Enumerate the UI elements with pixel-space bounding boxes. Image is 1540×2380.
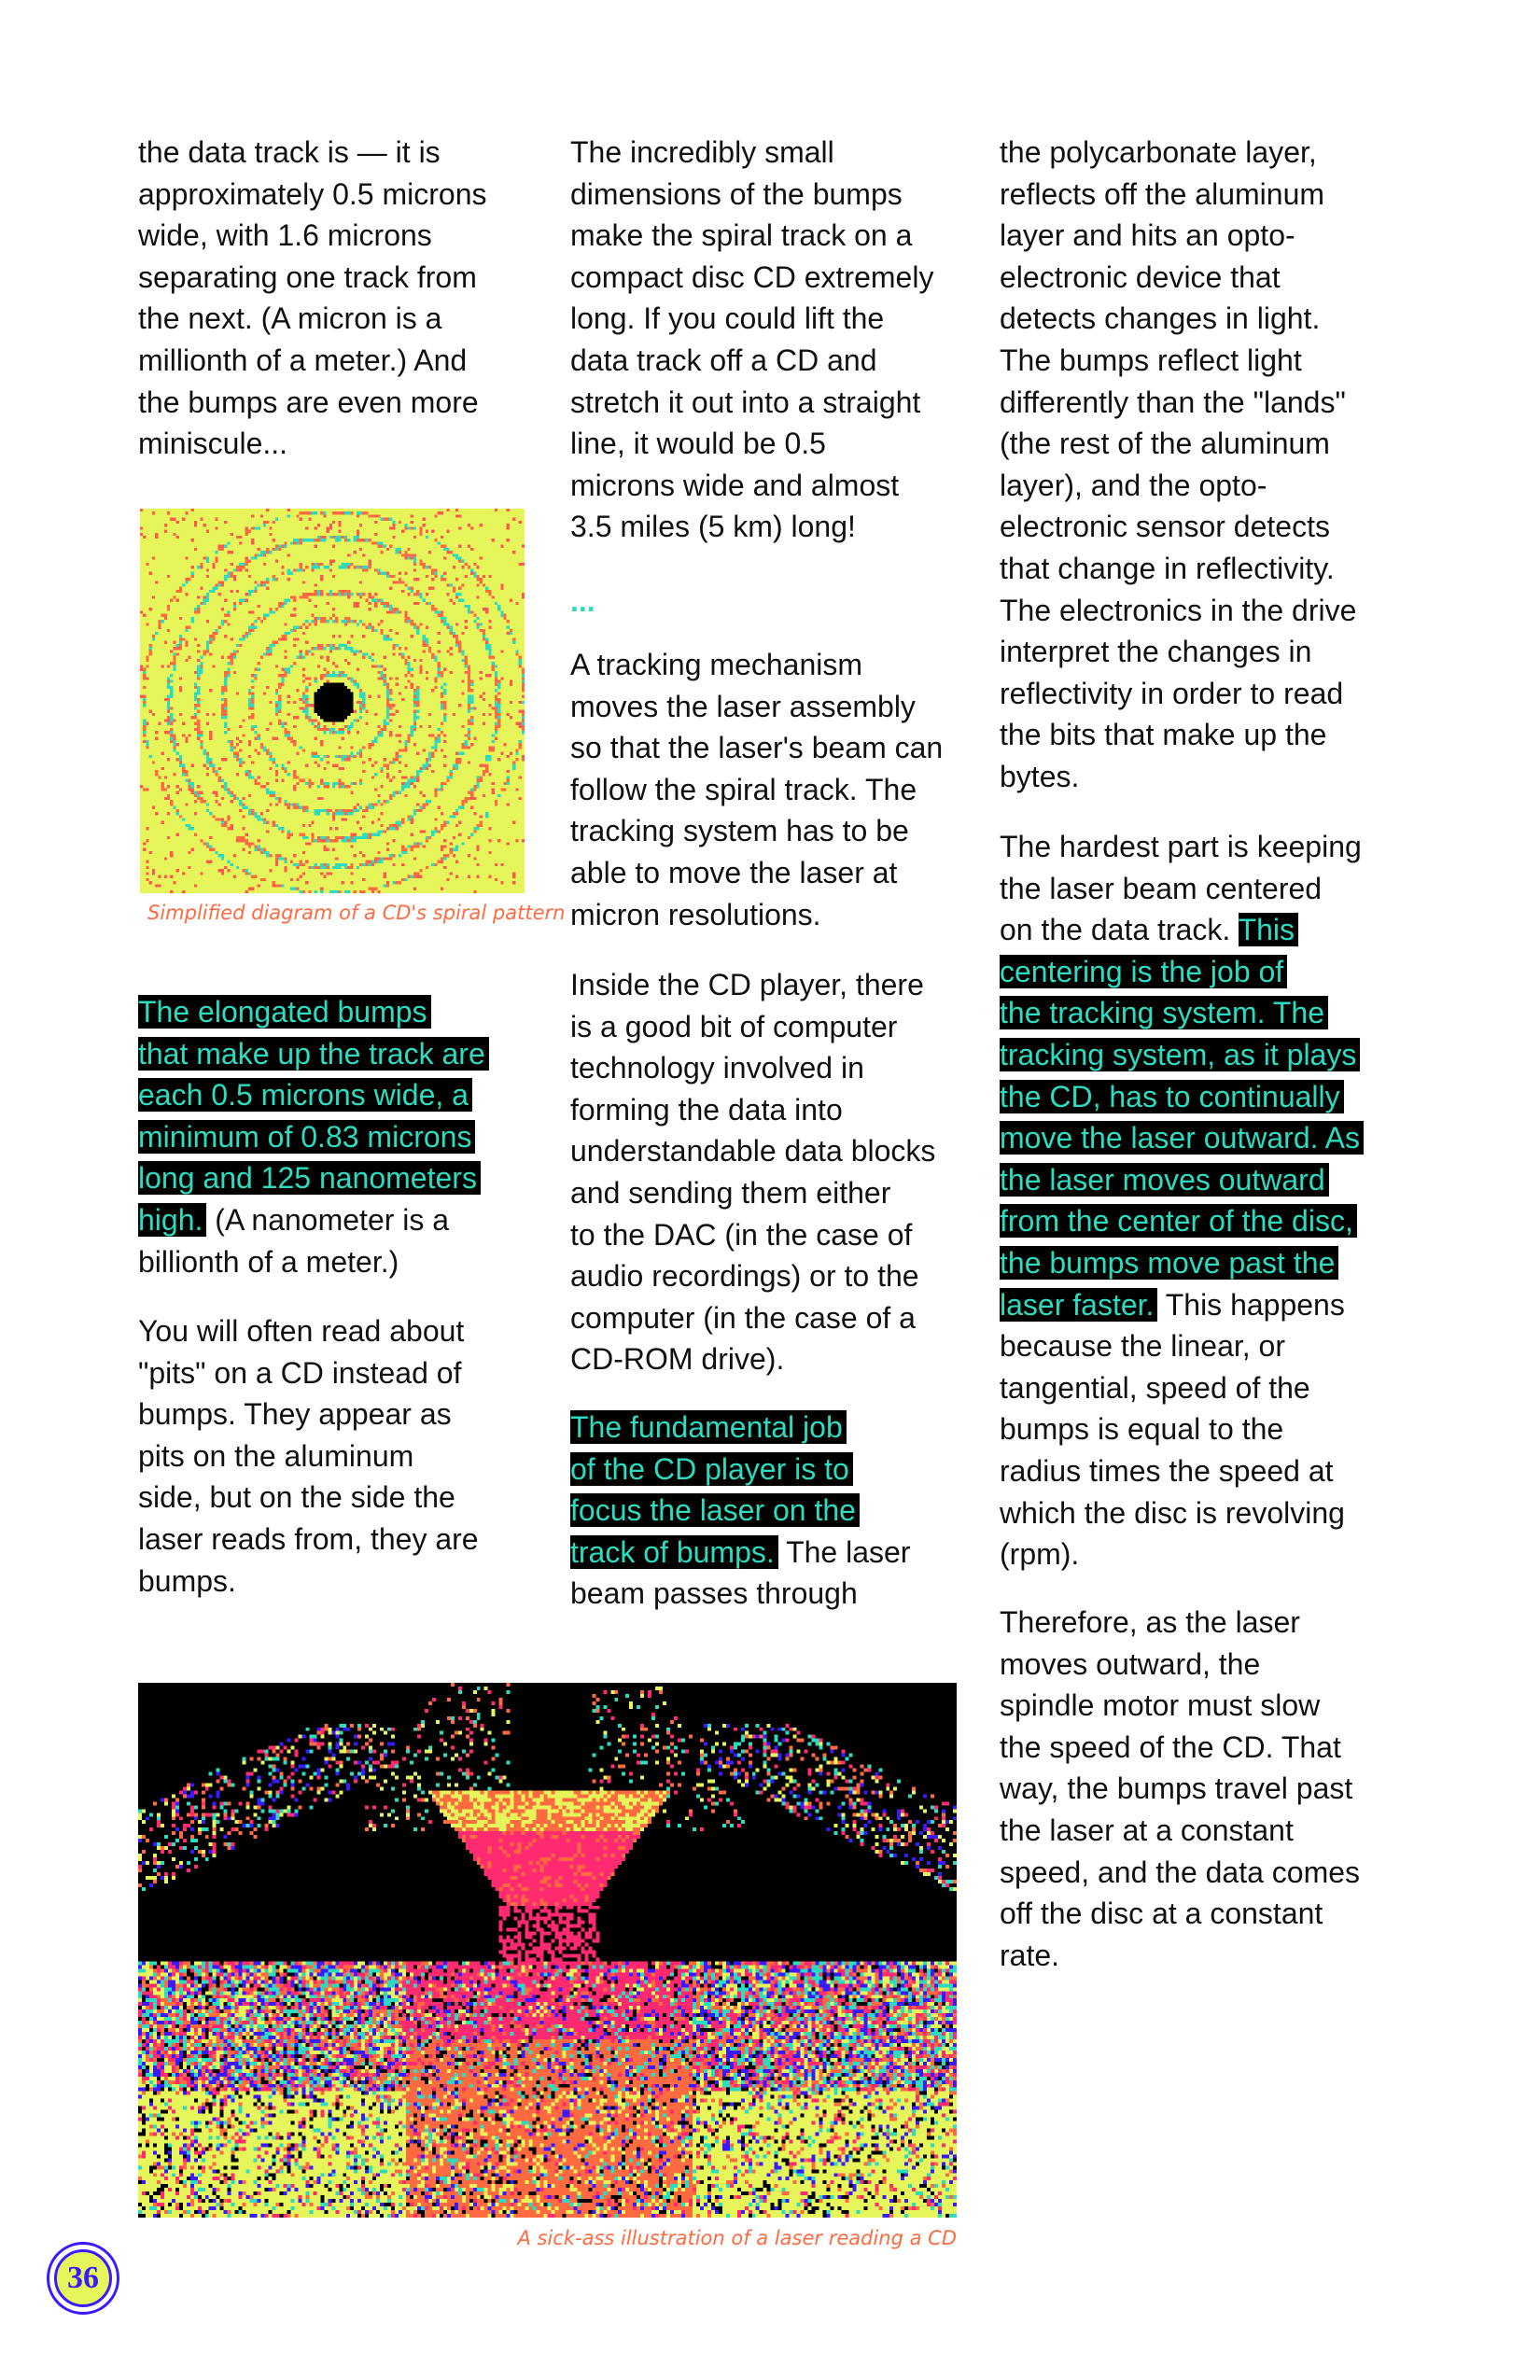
text: tangential, speed of the [1000, 1370, 1310, 1405]
text: bumps. [138, 1563, 236, 1598]
text: wide, with 1.6 microns [138, 218, 432, 253]
text: (rpm). [1000, 1537, 1080, 1572]
text: beam passes through [570, 1576, 858, 1611]
text: the speed of the CD. That [1000, 1729, 1341, 1764]
text: spindle motor must slow [1000, 1688, 1321, 1723]
laser-illustration [138, 1683, 957, 2218]
text: understandable data blocks [570, 1134, 936, 1169]
highlighted-text: minimum of 0.83 microns [138, 1120, 475, 1154]
text: the bumps are even more [138, 385, 479, 419]
text: moves the laser assembly [570, 689, 916, 723]
text-line [1000, 1685, 1410, 1727]
text: layer), and the opto- [1000, 468, 1267, 502]
text: electronic device that [1000, 259, 1281, 294]
text: miniscule... [138, 427, 288, 461]
text: differently than the "lands" [1000, 385, 1346, 419]
text-line [570, 1338, 981, 1380]
text-line [138, 1561, 549, 1603]
text-line [570, 686, 981, 728]
text: CD-ROM drive). [570, 1342, 785, 1377]
text-line [1000, 1242, 1410, 1284]
paragraph-col3-p1 [1000, 132, 1410, 798]
text-line [138, 340, 549, 382]
text-line [570, 852, 981, 894]
text-line [1000, 992, 1410, 1034]
paragraph-col1-p1 [138, 132, 549, 465]
text-line [1000, 1076, 1410, 1118]
text-line [570, 1172, 981, 1214]
text: stretch it out into a straight [570, 385, 921, 419]
highlighted-text: This [1239, 913, 1298, 946]
text: off the disc at a constant [1000, 1897, 1323, 1931]
text-line [570, 1407, 981, 1449]
text-line [570, 1573, 981, 1615]
text-line [138, 174, 549, 216]
text-line [570, 1130, 981, 1172]
text-line [1000, 215, 1410, 257]
highlighted-text: laser faster. [1000, 1288, 1157, 1322]
text: tracking system has to be [570, 814, 909, 848]
text-line [1000, 465, 1410, 507]
highlighted-text: that make up the track are [138, 1037, 489, 1071]
text: Therefore, as the laser [1000, 1605, 1300, 1639]
text: The hardest part is keeping [1000, 830, 1362, 863]
text: Inside the CD player, there [570, 968, 924, 1001]
text-line [570, 964, 981, 1006]
highlighted-text: the bumps move past the [1000, 1246, 1338, 1280]
text: (A nanometer is a [206, 1202, 450, 1237]
text-line [1000, 1367, 1410, 1409]
text-line [570, 810, 981, 852]
text-line [138, 1241, 549, 1283]
highlighted-text: track of bumps. [570, 1535, 778, 1569]
paragraph-col2-p2 [570, 644, 981, 935]
text-line [570, 257, 981, 299]
paragraph-col1-p2 [138, 991, 549, 1282]
text-line [1000, 1408, 1410, 1450]
highlighted-text: centering is the job of [1000, 955, 1287, 988]
text: This happens [1157, 1287, 1345, 1322]
text-line [1000, 174, 1410, 216]
text-line [570, 298, 981, 340]
paragraph-col2-p3 [570, 964, 981, 1380]
text: The bumps reflect light [1000, 343, 1302, 377]
text-line [138, 1199, 549, 1241]
paragraph-col2-ellipsis [570, 581, 981, 623]
text-line [1000, 1644, 1410, 1686]
text-line [1000, 1810, 1410, 1852]
text: because the linear, or [1000, 1329, 1285, 1364]
text: approximately 0.5 microns [138, 176, 487, 211]
text: the next. (A micron is a [138, 301, 442, 336]
text: so that the laser's beam can [570, 731, 944, 765]
text-line [570, 382, 981, 424]
text-line [138, 991, 549, 1033]
text-line [138, 257, 549, 299]
text-line [138, 132, 549, 174]
text-line [138, 298, 549, 340]
text: and sending them either [570, 1175, 891, 1210]
text: pits on the aluminum [138, 1438, 414, 1473]
highlighted-text: of the CD player is to [570, 1452, 853, 1486]
text-line [570, 644, 981, 686]
text-line [570, 1047, 981, 1089]
text: bumps is equal to the [1000, 1412, 1284, 1447]
text: 3.5 miles (5 km) long! [570, 510, 856, 544]
text: electronic sensor detects [1000, 510, 1330, 544]
highlighted-text: high. [138, 1203, 206, 1237]
laser-caption: A sick-ass illustration of a laser reading a CD [517, 2227, 957, 2249]
highlighted-text: focus the laser on the [570, 1493, 860, 1527]
text-line [570, 340, 981, 382]
text-line [1000, 1768, 1410, 1810]
text-line [1000, 673, 1410, 715]
text-line [1000, 382, 1410, 424]
text: The incredibly small [570, 135, 834, 169]
highlighted-text: the tracking system. The [1000, 996, 1328, 1029]
text: the laser beam centered [1000, 871, 1323, 905]
text-line [138, 1157, 549, 1199]
highlighted-text: from the center of the disc, [1000, 1204, 1357, 1238]
text-line [570, 1255, 981, 1297]
text-line [570, 1532, 981, 1574]
text: make the spiral track on a [570, 218, 913, 253]
text: the bits that make up the [1000, 718, 1327, 752]
highlighted-text: long and 125 nanometers [138, 1161, 481, 1195]
text: detects changes in light. [1000, 301, 1321, 336]
text-line [1000, 631, 1410, 673]
text-line [138, 1352, 549, 1394]
text-line [570, 581, 981, 623]
text-line [1000, 756, 1410, 798]
text-line [570, 506, 981, 548]
text: reflects off the aluminum [1000, 176, 1325, 211]
text: interpret the changes in [1000, 635, 1312, 669]
text-line [1000, 132, 1410, 174]
highlighted-text: The elongated bumps [138, 995, 431, 1029]
text-line [138, 1116, 549, 1158]
text-line [1000, 909, 1410, 951]
text: forming the data into [570, 1092, 843, 1127]
highlighted-text: The fundamental job [570, 1410, 847, 1444]
text-line [1000, 340, 1410, 382]
text-line [1000, 826, 1410, 868]
text-line [1000, 1935, 1410, 1977]
text: rate. [1000, 1938, 1060, 1972]
text-line [138, 1519, 549, 1561]
text-line [1000, 548, 1410, 590]
text: the laser at a constant [1000, 1813, 1294, 1847]
text: audio recordings) or to the [570, 1259, 919, 1294]
text: compact disc CD extremely [570, 259, 934, 294]
text-line [570, 465, 981, 507]
text-line [1000, 1533, 1410, 1575]
text: micron resolutions. [570, 897, 821, 931]
text-line [570, 215, 981, 257]
text-line [1000, 506, 1410, 548]
text-line [1000, 1492, 1410, 1534]
text: follow the spiral track. The [570, 772, 917, 806]
text-line [570, 132, 981, 174]
highlighted-text: move the laser outward. As [1000, 1121, 1364, 1155]
text: separating one track from [138, 259, 477, 294]
text-line [138, 423, 549, 465]
text-line [1000, 1200, 1410, 1242]
paragraph-col3-p3 [1000, 1602, 1410, 1976]
text: the data track is — it is [138, 135, 441, 169]
text: technology involved in [570, 1051, 864, 1085]
text: millionth of a meter.) And [138, 343, 468, 377]
text: You will often read about [138, 1314, 465, 1348]
text: The electronics in the drive [1000, 593, 1357, 627]
text-line [138, 1477, 549, 1519]
paragraph-col3-p2 [1000, 826, 1410, 1575]
text-line [138, 382, 549, 424]
text: microns wide and almost [570, 468, 900, 502]
text-line [1000, 1893, 1410, 1935]
text-line [570, 423, 981, 465]
text: side, but on the side the [138, 1480, 455, 1515]
text-line [570, 1490, 981, 1532]
page-number-badge [47, 2242, 119, 2315]
text-line [570, 1449, 981, 1491]
text-line [1000, 590, 1410, 632]
text-line [1000, 1034, 1410, 1076]
text-line [1000, 1325, 1410, 1367]
text-line [138, 1435, 549, 1477]
text-line [570, 1089, 981, 1131]
text-line [1000, 951, 1410, 993]
text: bytes. [1000, 759, 1080, 793]
text: radius times the speed at [1000, 1453, 1334, 1488]
text-line [570, 1214, 981, 1256]
text-line [138, 1310, 549, 1352]
text-line [570, 174, 981, 216]
paragraph-col1-p3 [138, 1310, 549, 1602]
text: able to move the laser at [570, 855, 898, 889]
text: layer and hits an opto- [1000, 218, 1295, 253]
text: computer (in the case of a [570, 1300, 916, 1335]
text: (the rest of the aluminum [1000, 427, 1330, 461]
text: The laser [777, 1534, 911, 1569]
text-line [570, 769, 981, 811]
text-line [1000, 1117, 1410, 1159]
text-line [138, 1033, 549, 1075]
text-line [1000, 1450, 1410, 1492]
text: ... [570, 584, 595, 618]
text-line [570, 1297, 981, 1339]
text: line, it would be 0.5 [570, 427, 826, 461]
text: data track off a CD and [570, 343, 877, 377]
text: reflectivity in order to read [1000, 676, 1344, 710]
cd-spiral-diagram [140, 509, 525, 893]
text-line [1000, 257, 1410, 299]
text: the polycarbonate layer, [1000, 135, 1317, 169]
highlighted-text: each 0.5 microns wide, a [138, 1078, 472, 1112]
text: long. If you could lift the [570, 301, 885, 336]
text-line [1000, 1727, 1410, 1769]
text-line [1000, 1602, 1410, 1644]
text: speed, and the data comes [1000, 1855, 1361, 1889]
text: laser reads from, they are [138, 1521, 479, 1556]
text-line [138, 1393, 549, 1435]
text-line [138, 1074, 549, 1116]
text: dimensions of the bumps [570, 176, 903, 211]
page-number: 36 [54, 2249, 112, 2307]
text: A tracking mechanism [570, 648, 863, 681]
text-line [1000, 1284, 1410, 1326]
text-line [1000, 1852, 1410, 1894]
text: billionth of a meter.) [138, 1244, 399, 1279]
text-line [1000, 868, 1410, 910]
text: "pits" on a CD instead of [138, 1355, 462, 1390]
text-line [1000, 423, 1410, 465]
highlighted-text: tracking system, as it plays [1000, 1038, 1360, 1071]
highlighted-text: the laser moves outward [1000, 1163, 1329, 1197]
text: to the DAC (in the case of [570, 1217, 913, 1252]
text-line [570, 1006, 981, 1048]
text: bumps. They appear as [138, 1397, 452, 1432]
text: which the disc is revolving [1000, 1495, 1345, 1530]
highlighted-text: the CD, has to continually [1000, 1080, 1344, 1113]
paragraph-col2-p4 [570, 1407, 981, 1615]
text-line [1000, 1159, 1410, 1201]
text: way, the bumps travel past [1000, 1771, 1353, 1806]
text-line [1000, 298, 1410, 340]
spiral-caption: Simplified diagram of a CD's spiral pattern [147, 902, 566, 924]
text: on the data track. [1000, 913, 1239, 947]
text-line [1000, 714, 1410, 756]
text: that change in reflectivity. [1000, 551, 1335, 585]
text-line [570, 727, 981, 769]
paragraph-col2-p1 [570, 132, 981, 548]
text: moves outward, the [1000, 1646, 1261, 1681]
text-line [570, 894, 981, 936]
text: is a good bit of computer [570, 1009, 898, 1043]
text-line [138, 215, 549, 257]
